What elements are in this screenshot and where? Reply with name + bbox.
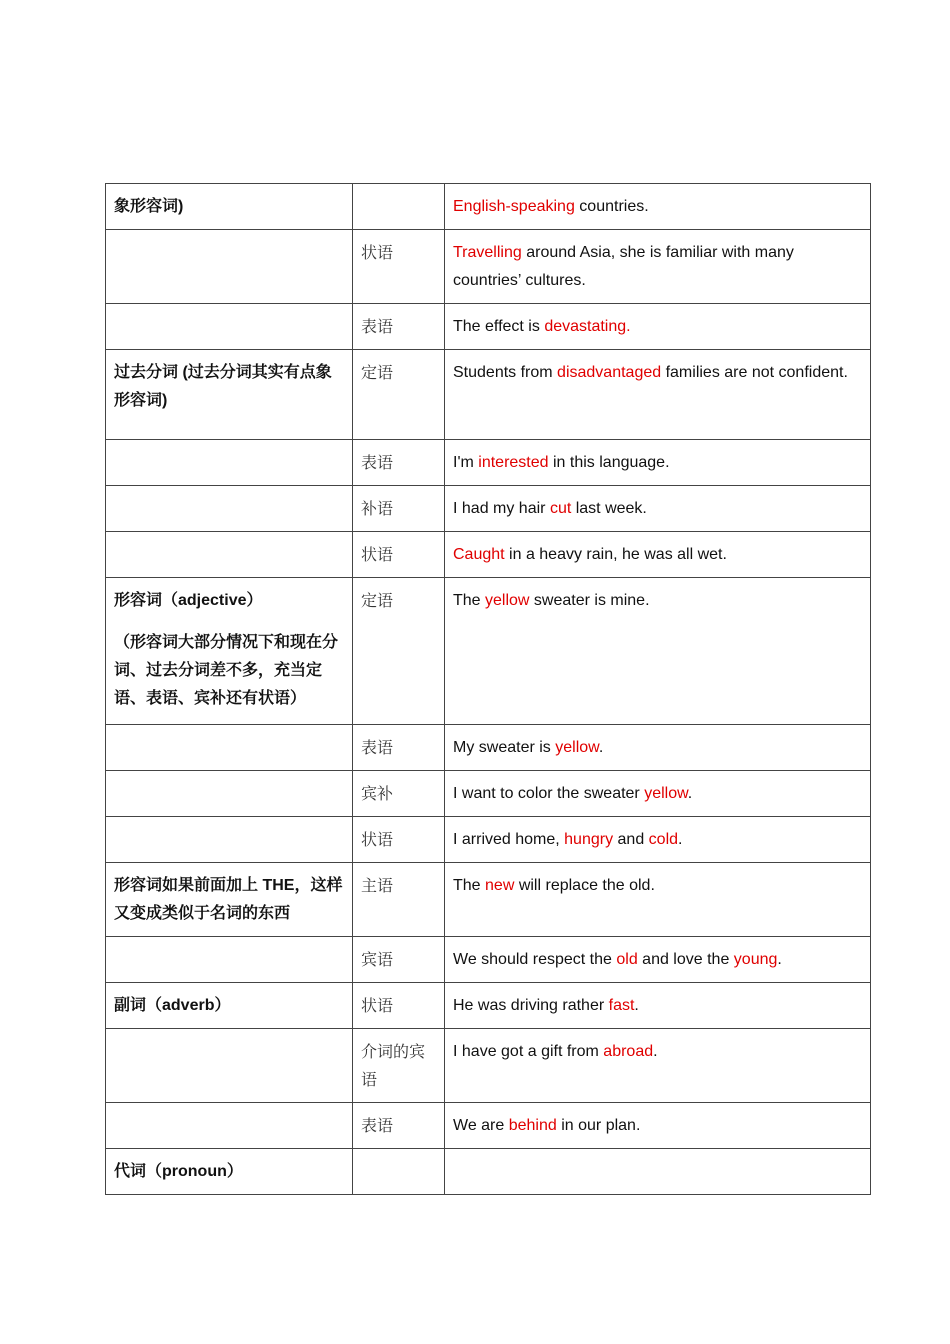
sentence-role-cell (353, 1149, 445, 1195)
example-text: will replace the old. (514, 877, 655, 894)
example-text: countries. (574, 198, 649, 215)
example-text: in a heavy rain, he was all wet. (504, 546, 727, 563)
sentence-role-label: 状语 (361, 830, 394, 849)
part-of-speech-cell (106, 1149, 353, 1195)
grammar-table (105, 183, 871, 1195)
highlighted-word: interested (478, 454, 549, 471)
sentence-role-label: 表语 (361, 317, 394, 336)
example-text: families are not confident. (661, 364, 848, 381)
example-sentence-cell (445, 771, 871, 817)
table-row (106, 578, 871, 725)
example-text: My sweater is (453, 739, 556, 756)
example-text: We should respect the (453, 951, 617, 968)
table-row (106, 350, 871, 440)
sentence-role-cell (353, 983, 445, 1029)
highlighted-word: old (616, 951, 638, 968)
part-of-speech-label: 形容词如果前面加上 THE，这样又变成类似于名词的东西 (114, 877, 343, 922)
example-text: He was driving rather (453, 997, 609, 1014)
part-of-speech-cell (106, 983, 353, 1029)
table-row (106, 983, 871, 1029)
example-text: sweater is mine. (529, 592, 650, 609)
part-of-speech-cell (106, 230, 353, 304)
sentence-role-cell (353, 532, 445, 578)
example-sentence-cell (445, 440, 871, 486)
example-text: around Asia, she is familiar with many countries’ cultures. (453, 244, 794, 289)
sentence-role-cell (353, 304, 445, 350)
example-sentence-cell (445, 725, 871, 771)
part-of-speech-label: 代词（pronoun） (114, 1163, 243, 1180)
example-text: and love the (637, 951, 734, 968)
highlighted-word: cold (648, 831, 679, 848)
highlighted-word: Caught (453, 546, 505, 563)
part-of-speech-cell (106, 725, 353, 771)
example-sentence-cell (445, 937, 871, 983)
part-of-speech-note: （形容词大部分情况下和现在分词、过去分词差不多，充当定语、表语、宾补还有状语） (114, 634, 339, 707)
part-of-speech-label: 形容词（adjective） (114, 592, 263, 609)
example-sentence-cell (445, 304, 871, 350)
highlighted-word: fast (608, 997, 635, 1014)
example-text: The (453, 877, 486, 894)
example-text: The effect is (453, 318, 545, 335)
example-text: last week. (571, 500, 647, 517)
sentence-role-label: 介词的宾语 (361, 1042, 426, 1089)
sentence-role-cell (353, 578, 445, 725)
example-sentence-cell (445, 983, 871, 1029)
sentence-role-label: 定语 (361, 363, 394, 382)
part-of-speech-cell (106, 1103, 353, 1149)
sentence-role-label: 宾补 (361, 784, 394, 803)
example-text: The (453, 592, 486, 609)
table-row (106, 725, 871, 771)
example-text: and (613, 831, 649, 848)
highlighted-word: yellow (644, 785, 688, 802)
highlighted-word: yellow (555, 739, 599, 756)
example-text: . (634, 997, 639, 1014)
highlighted-word: yellow (485, 592, 530, 609)
table-row (106, 771, 871, 817)
sentence-role-label: 表语 (361, 453, 394, 472)
sentence-role-cell (353, 771, 445, 817)
highlighted-word: young (733, 951, 778, 968)
example-text: I want to color the sweater (453, 785, 645, 802)
example-sentence-cell (445, 230, 871, 304)
sentence-role-label: 宾语 (361, 950, 394, 969)
example-text: . (598, 739, 604, 756)
part-of-speech-label: 过去分词 (过去分词其实有点象形容词) (114, 364, 332, 409)
example-text: in this language. (548, 454, 670, 471)
sentence-role-cell (353, 1103, 445, 1149)
table-row (106, 1103, 871, 1149)
example-text: I have got a gift from (453, 1043, 604, 1060)
example-sentence-cell (445, 532, 871, 578)
highlighted-word: hungry (564, 831, 614, 848)
sentence-role-cell (353, 350, 445, 440)
example-sentence-cell (445, 817, 871, 863)
part-of-speech-label: 象形容词) (114, 198, 184, 215)
table-row (106, 817, 871, 863)
part-of-speech-cell (106, 863, 353, 937)
example-text: We are (453, 1117, 509, 1134)
table-row (106, 937, 871, 983)
sentence-role-cell (353, 725, 445, 771)
part-of-speech-cell (106, 440, 353, 486)
highlighted-word: Travelling (453, 244, 522, 261)
example-sentence-cell (445, 863, 871, 937)
example-text: Students from (453, 364, 558, 381)
part-of-speech-cell (106, 937, 353, 983)
part-of-speech-cell (106, 771, 353, 817)
sentence-role-cell (353, 1029, 445, 1103)
sentence-role-label: 表语 (361, 1116, 394, 1135)
part-of-speech-cell (106, 817, 353, 863)
table-row (106, 1029, 871, 1103)
part-of-speech-cell (106, 532, 353, 578)
sentence-role-cell (353, 486, 445, 532)
sentence-role-label: 状语 (361, 243, 394, 262)
example-text: . (687, 785, 693, 802)
example-text: I had my hair (453, 500, 550, 517)
sentence-role-label: 定语 (361, 591, 394, 610)
example-sentence-cell (445, 1149, 871, 1195)
example-text: in our plan. (556, 1117, 641, 1134)
table-body (106, 184, 871, 1195)
part-of-speech-cell (106, 350, 353, 440)
example-sentence-cell (445, 486, 871, 532)
sentence-role-label: 表语 (361, 738, 394, 757)
highlighted-word: English-speaking (453, 198, 575, 215)
example-text: I arrived home, (453, 831, 565, 848)
sentence-role-cell (353, 440, 445, 486)
table-row (106, 1149, 871, 1195)
table-row (106, 440, 871, 486)
sentence-role-label: 补语 (361, 499, 394, 518)
example-text: . (653, 1043, 658, 1060)
example-sentence-cell (445, 350, 871, 440)
example-text: . (678, 831, 683, 848)
sentence-role-label: 主语 (361, 876, 394, 895)
table-row (106, 230, 871, 304)
example-sentence-cell (445, 184, 871, 230)
sentence-role-cell (353, 937, 445, 983)
sentence-role-cell (353, 184, 445, 230)
table-row (106, 184, 871, 230)
sentence-role-cell (353, 230, 445, 304)
highlighted-word: abroad (603, 1043, 654, 1060)
table-row (106, 863, 871, 937)
part-of-speech-cell (106, 578, 353, 725)
part-of-speech-label: 副词（adverb） (114, 997, 231, 1014)
table-row (106, 486, 871, 532)
example-sentence-cell (445, 1103, 871, 1149)
part-of-speech-cell (106, 1029, 353, 1103)
table-row (106, 532, 871, 578)
highlighted-word: disadvantaged (557, 364, 662, 381)
table-row (106, 304, 871, 350)
sentence-role-cell (353, 817, 445, 863)
sentence-role-label: 状语 (361, 545, 394, 564)
highlighted-word: behind (508, 1117, 557, 1134)
part-of-speech-cell (106, 486, 353, 532)
example-text: . (777, 951, 782, 968)
example-sentence-cell (445, 578, 871, 725)
part-of-speech-cell (106, 184, 353, 230)
example-text: I'm (453, 454, 479, 471)
part-of-speech-cell (106, 304, 353, 350)
sentence-role-cell (353, 863, 445, 937)
highlighted-word: devastating. (544, 318, 631, 335)
sentence-role-label: 状语 (361, 996, 394, 1015)
highlighted-word: cut (549, 500, 572, 517)
example-sentence-cell (445, 1029, 871, 1103)
highlighted-word: new (485, 877, 515, 894)
